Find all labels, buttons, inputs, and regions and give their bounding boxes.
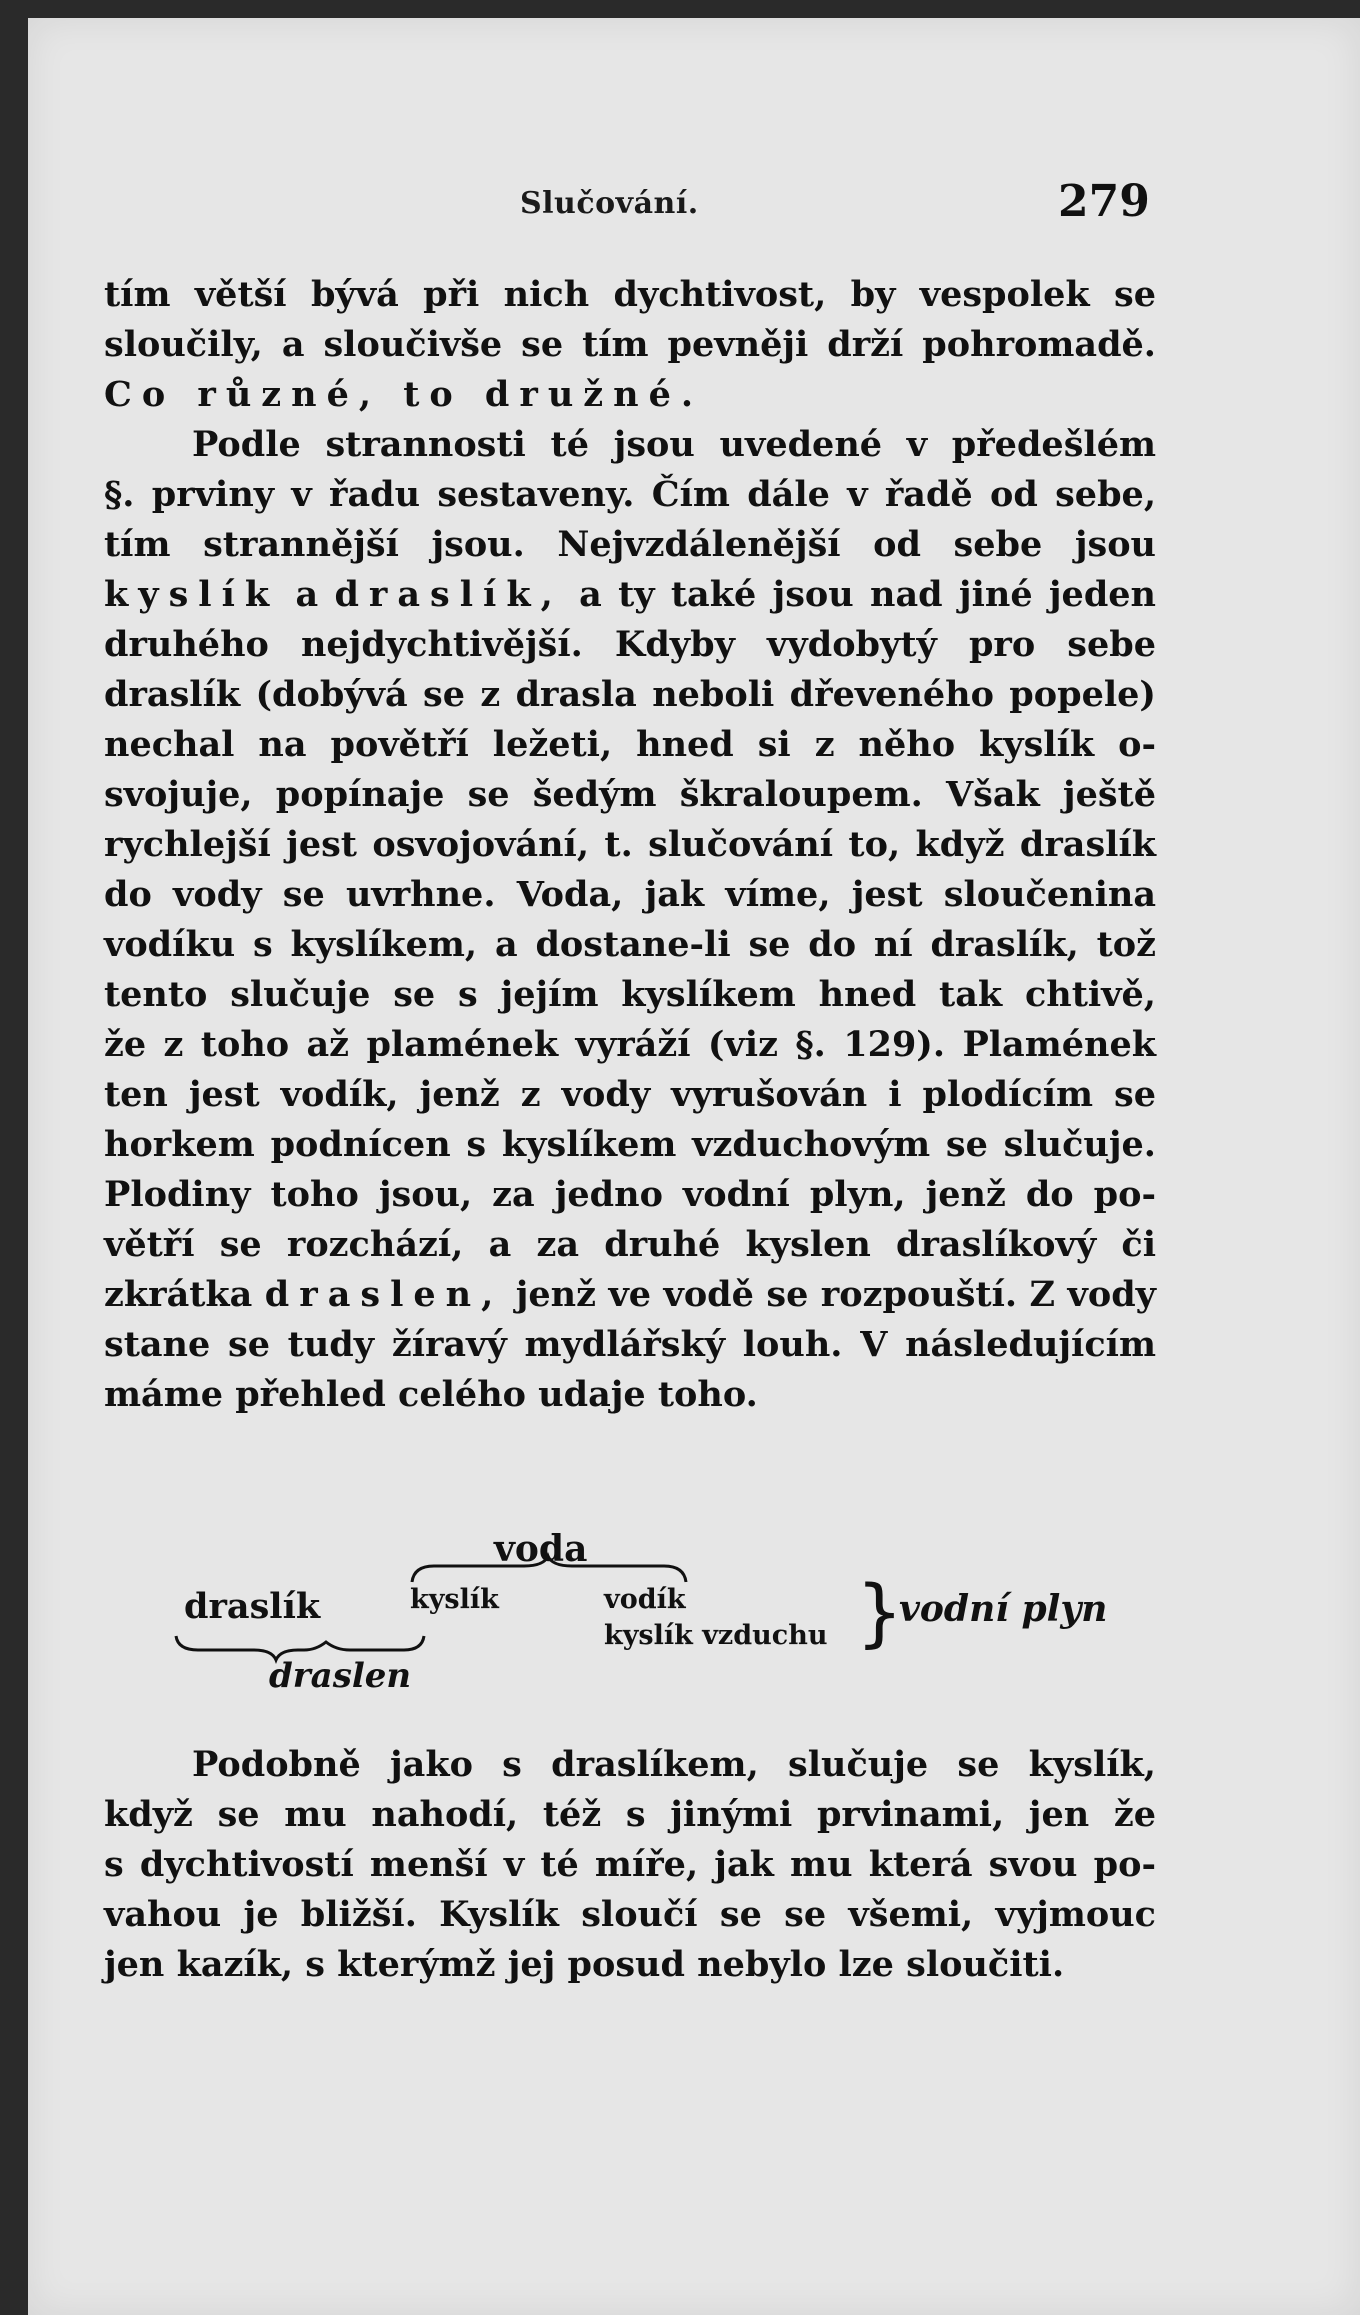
conjunction: a	[295, 574, 319, 615]
term-draslen: draslen,	[264, 1274, 504, 1315]
text-line-draslen	[104, 1270, 1156, 1320]
text-line: Podobně jako s draslíkem, slučuje se kyslík,	[192, 1744, 1156, 1785]
text-fragment: zkrátka	[104, 1274, 253, 1315]
text-line: ten jest vodík, jenž z vody vyrušován i plodícím se	[104, 1074, 1156, 1115]
text-fragment: a ty také jsou nad jiné jeden	[579, 574, 1157, 615]
label-kyslik-vzduchu: kyslík vzduchu	[604, 1620, 828, 1651]
text-line: tento slučuje se s jejím kyslíkem hned tak chtivě,	[104, 974, 1156, 1015]
proverb-line: Co různé, to družné.	[104, 374, 704, 415]
text-line: druhého nejdychtivější. Kdyby vydobytý pro sebe	[104, 624, 1156, 665]
text-line-elements	[104, 570, 1156, 620]
reaction-diagram	[104, 1518, 1204, 1718]
running-head: Slučování.	[520, 186, 699, 221]
main-text	[104, 270, 1156, 1420]
text-line: nechal na povětří ležeti, hned si z něho kyslík o-	[104, 724, 1156, 765]
text-line: Plodiny toho jsou, za jedno vodní plyn, jenž do po-	[104, 1174, 1156, 1215]
label-voda: voda	[494, 1528, 588, 1570]
text-line: svojuje, popínaje se šedým škraloupem. Však ještě	[104, 774, 1156, 815]
label-kyslik: kyslík	[410, 1584, 499, 1615]
page-number: 279	[1058, 176, 1150, 227]
label-vodik: vodík	[604, 1584, 686, 1615]
text-line: vodíku s kyslíkem, a dostane-li se do ní draslík, tož	[104, 924, 1156, 965]
draslen-brace-right	[304, 1636, 424, 1650]
label-draslen: draslen	[269, 1656, 412, 1696]
text-line: do vody se uvrhne. Voda, jak víme, jest sloučenina	[104, 874, 1156, 915]
closing-paragraph	[104, 1740, 1156, 1990]
label-draslik: draslík	[184, 1586, 321, 1627]
book-page	[28, 18, 1360, 2315]
text-line: horkem podnícen s kyslíkem vzduchovým se slučuje.	[104, 1124, 1156, 1165]
text-line: větří se rozchází, a za druhé kyslen draslíkový či	[104, 1224, 1156, 1265]
text-line: Podle strannosti té jsou uvedené v předešlém	[192, 424, 1156, 465]
label-vodni-plyn: vodní plyn	[899, 1588, 1108, 1630]
text-fragment: jenž ve vodě se rozpouští. Z vody	[515, 1274, 1157, 1315]
text-line: s dychtivostí menší v té míře, jak mu která svou po-	[104, 1844, 1156, 1885]
term-kyslik: kyslík	[104, 574, 280, 615]
text-line: §. prviny v řadu sestaveny. Čím dále v řadě od sebe,	[104, 474, 1156, 515]
text-line: tím větší bývá při nich dychtivost, by vespolek se	[104, 274, 1156, 315]
text-line: vahou je bližší. Kyslík sloučí se se všemi, vyjmouc	[104, 1894, 1156, 1935]
text-line: stane se tudy žíravý mydlářský louh. V následujícím	[104, 1324, 1156, 1365]
term-draslik: draslík,	[334, 574, 563, 615]
text-line: jen kazík, s kterýmž jej posud nebylo lze sloučiti.	[104, 1944, 1065, 1985]
text-line: sloučily, a sloučivše se tím pevněji drží pohromadě.	[104, 324, 1156, 365]
text-line: tím strannější jsou. Nejvzdálenější od sebe jsou	[104, 524, 1156, 565]
text-line: rychlejší jest osvojování, t. slučování to, když draslík	[104, 824, 1156, 865]
text-line: máme přehled celého udaje toho.	[104, 1374, 758, 1415]
right-brace-glyph: }	[856, 1570, 904, 1656]
text-line: když se mu nahodí, též s jinými prvinami, jen že	[104, 1794, 1156, 1835]
page-header	[28, 176, 1360, 236]
text-line: draslík (dobývá se z drasla neboli dřeveného popele)	[104, 674, 1156, 715]
text-line: že z toho až plamének vyráží (viz §. 129). Plamének	[104, 1024, 1156, 1065]
